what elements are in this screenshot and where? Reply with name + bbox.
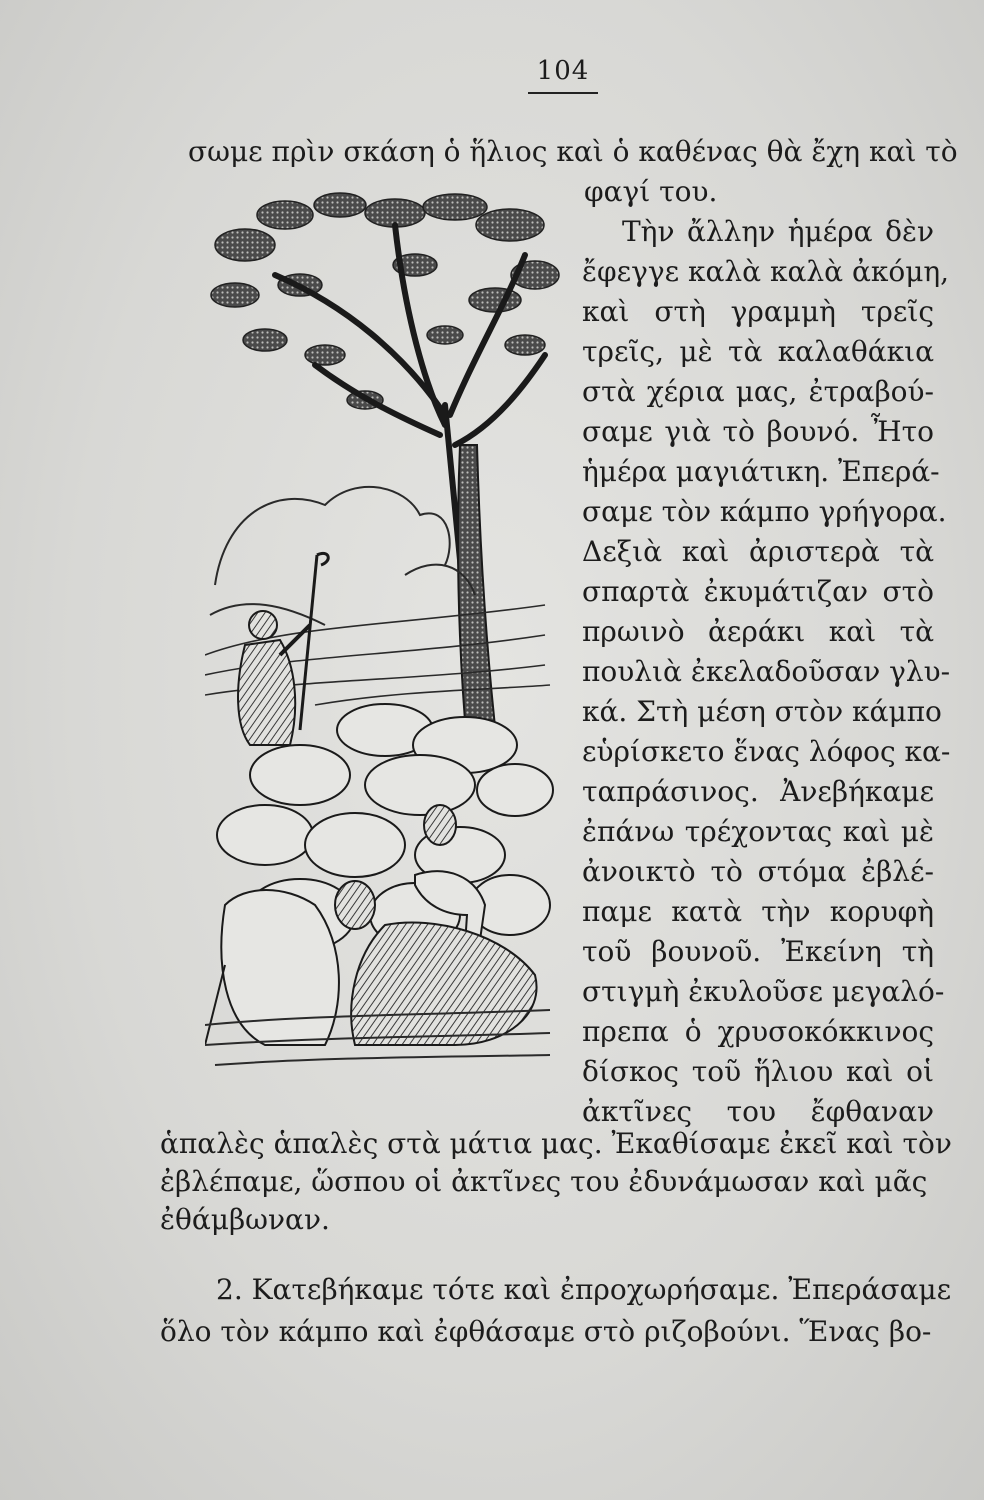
text-line: ταπράσινος. Ἀνεβήκαμε (582, 775, 934, 808)
text-line: πουλιὰ ἐκελαδοῦσαν γλυ- (582, 655, 951, 688)
text-line: Τὴν ἄλλην ἡμέρα δὲν (622, 215, 934, 248)
text-line: πρωινὸ ἀεράκι καὶ τὰ (582, 615, 934, 648)
text-line: σαμε γιὰ τὸ βουνό. Ἦτο (582, 415, 934, 448)
text-line: τρεῖς, μὲ τὰ καλαθάκια (582, 335, 934, 368)
text-line: ἐβλέπαμε, ὥσπου οἱ ἀκτῖνες του ἐδυνάμωσαν καὶ μᾶς (160, 1165, 928, 1198)
page-number-rule (528, 92, 598, 94)
text-line: στιγμὴ ἐκυλοῦσε μεγαλό- (582, 975, 945, 1008)
text-line: καὶ στὴ γραμμὴ τρεῖς (582, 295, 934, 328)
text-line: εὑρίσκετο ἕνας λόφος κα- (582, 735, 951, 768)
text-line: ἀκτῖνες του ἔφθαναν (582, 1095, 934, 1128)
text-line: κά. Στὴ μέση στὸν κάμπο (582, 695, 942, 728)
text-line: ἁπαλὲς ἁπαλὲς στὰ μάτια μας. Ἐκαθίσαμε ἐκεῖ καὶ τὸν (160, 1127, 952, 1160)
text-line: σαμε τὸν κάμπο γρήγορα. (582, 495, 947, 528)
text-line: στὰ χέρια μας, ἐτραβού- (582, 375, 934, 408)
text-line: σπαρτὰ ἐκυμάτιζαν στὸ (582, 575, 934, 608)
text-line: ἀνοικτὸ τὸ στόμα ἐβλέ- (582, 855, 934, 888)
text-line: ὅλο τὸν κάμπο καὶ ἐφθάσαμε στὸ ριζοβούνι. Ἕνας βο- (160, 1315, 932, 1348)
text-line: Δεξιὰ καὶ ἀριστερὰ τὰ (582, 535, 934, 568)
text-line: ἔφεγγε καλὰ καλὰ ἀκόμη, (582, 255, 950, 288)
shepherd-with-flock-under-tree-illustration (205, 185, 560, 1075)
text-line: τοῦ βουνοῦ. Ἐκείνη τὴ (582, 935, 934, 968)
text-line: ἐθάμβωναν. (160, 1203, 330, 1236)
text-line: φαγί του. (584, 175, 718, 208)
text-line: σωμε πρὶν σκάση ὁ ἥλιος καὶ ὁ καθένας θὰ ἔχη καὶ τὸ (188, 135, 958, 168)
text-line: ἐπάνω τρέχοντας καὶ μὲ (582, 815, 934, 848)
text-line: 2. Κατεβήκαμε τότε καὶ ἐπροχωρήσαμε. Ἐπεράσαμε (216, 1273, 952, 1306)
text-line: ἡμέρα μαγιάτικη. Ἐπερά- (582, 455, 940, 488)
text-line: δίσκος τοῦ ἥλιου καὶ οἱ (582, 1055, 934, 1088)
page-number: 104 (536, 56, 590, 86)
text-line: πρεπα ὁ χρυσοκόκκινος (582, 1015, 934, 1048)
text-line: παμε κατὰ τὴν κορυφὴ (582, 895, 934, 928)
